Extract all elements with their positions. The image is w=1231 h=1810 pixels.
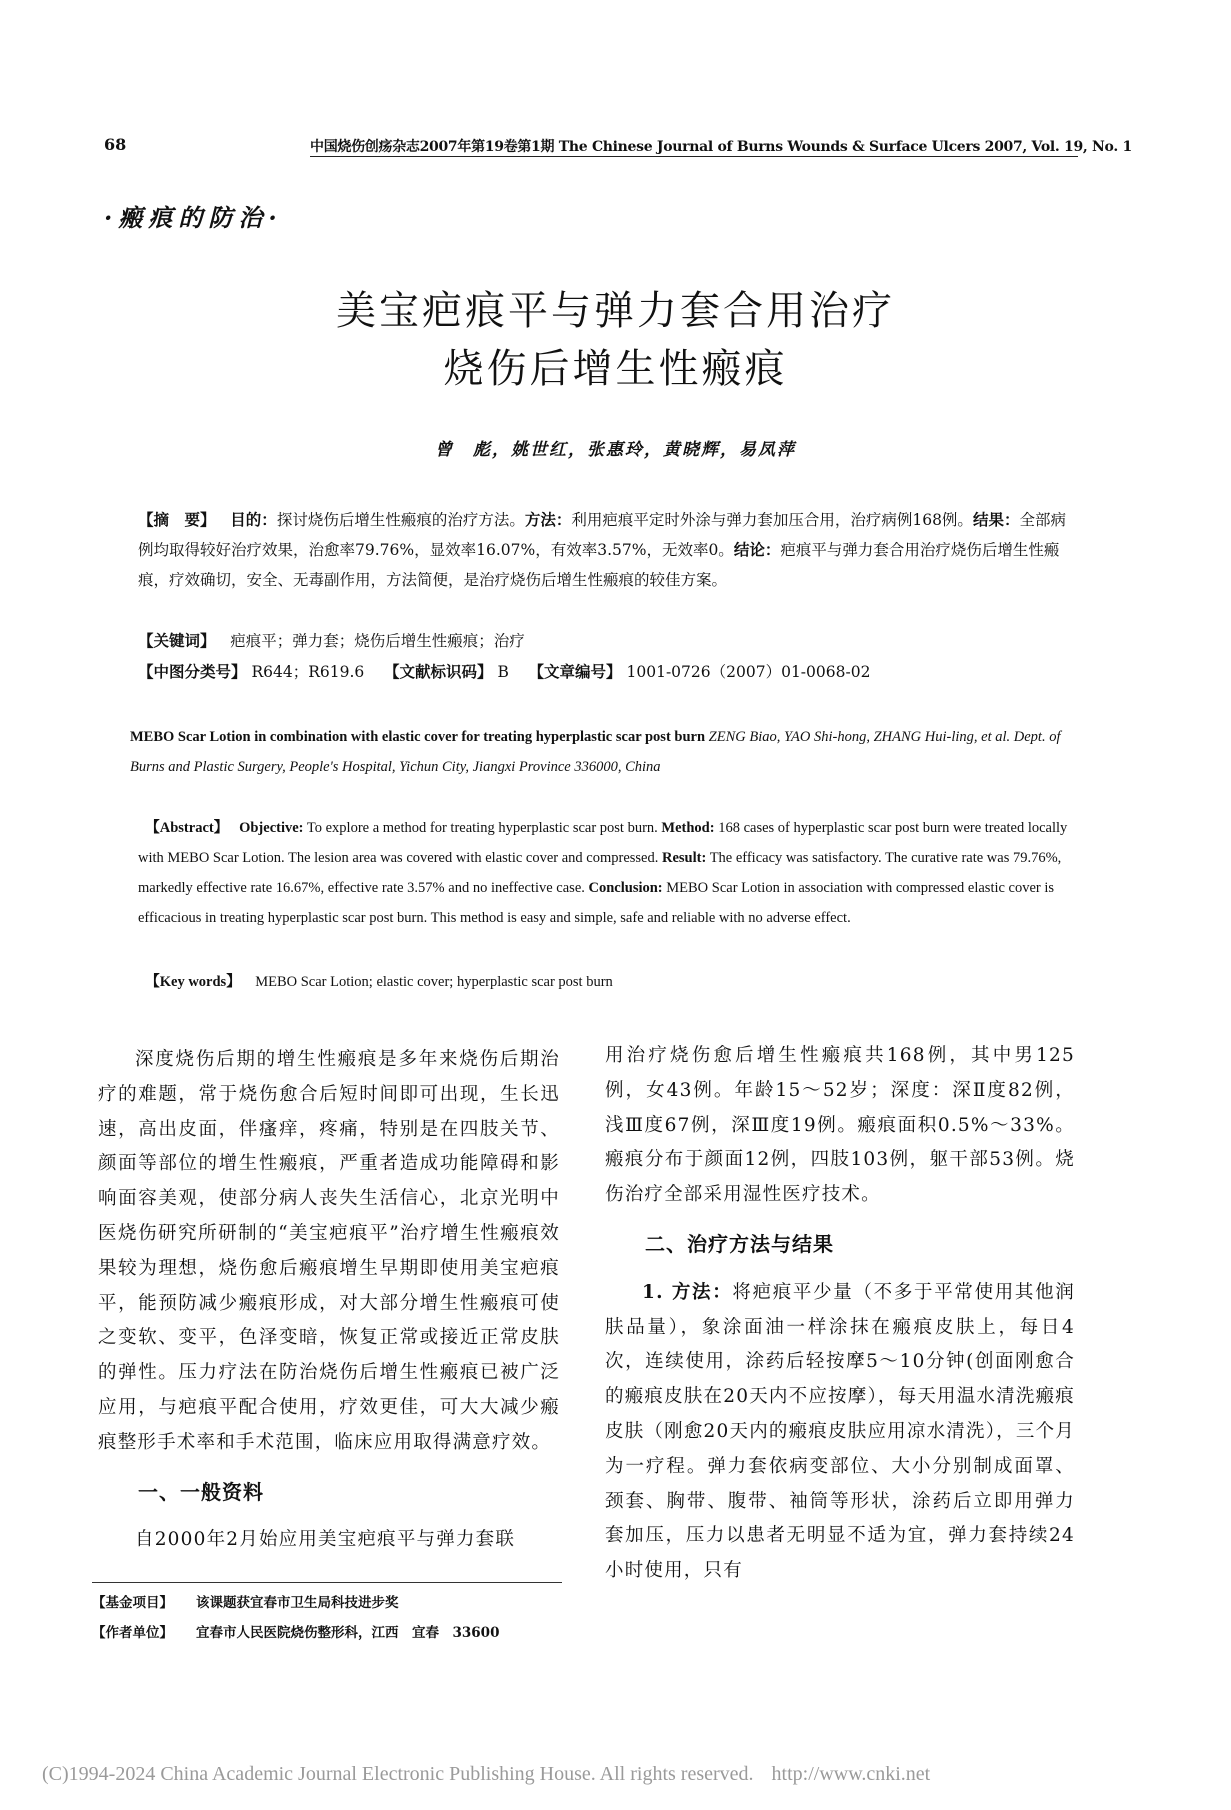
page-number: 68 <box>104 135 127 154</box>
objective-text: 探讨烧伤后增生性瘢痕的治疗方法。 <box>276 511 525 529</box>
abstract-chinese <box>138 505 1070 595</box>
method-paragraph-text: 将疤痕平少量（不多于平常使用其他润肤品量），象涂面油一样涂抹在瘢痕皮肤上，每日4次，连续使用，涂药后轻按摩5～10分钟(创面刚愈合的瘢痕皮肤在20天内不应按摩），每天用温水清洗瘢痕皮肤（刚愈20天内的瘢痕皮肤应用凉水清洗），三个月为一疗程。弹力套依病变部位、大小分别制成面罩、颈套、胸带、腹带、袖筒等形状，涂药后立即用弹力套加压，压力以患者无明显不适为宜，弹力套持续24小时使用，只有 <box>605 1281 1075 1582</box>
conclusion-en-label: Conclusion: <box>588 880 663 896</box>
result-text: 全部病例均取得较好治疗效果，治愈率79.76%，显效率16.07%，有效率3.57%，无效率0。 <box>138 511 1066 559</box>
article-number-tag: 【文章编号】 <box>528 662 622 681</box>
affiliation-footnote <box>92 1621 499 1641</box>
clc-value: R644；R619.6 <box>251 663 365 681</box>
clc-tag: 【中图分类号】 <box>138 662 247 681</box>
keywords-en-text: MEBO Scar Lotion; elastic cover; hyperplastic scar post burn <box>255 974 613 990</box>
title-english: MEBO Scar Lotion in combination with elastic cover for treating hyperplastic scar post burn <box>130 729 706 745</box>
copyright-url[interactable]: http://www.cnki.net <box>771 1763 931 1785</box>
affiliation-text: 宜春市人民医院烧伤整形科，江西 宜春 33600 <box>196 1625 500 1641</box>
title-chinese-line-1: 美宝疤痕平与弹力套合用治疗 <box>336 288 895 334</box>
conclusion-text: 疤痕平与弹力套合用治疗烧伤后增生性瘢痕，疗效确切，安全、无毒副作用，方法简便，是治疗烧伤后增生性瘢痕的较佳方案。 <box>138 541 1060 589</box>
general-data-paragraph-cont: 用治疗烧伤愈后增生性瘢痕共168例，其中男125例，女43例。年龄15～52岁；深度：深Ⅱ度82例，浅Ⅲ度67例，深Ⅲ度19例。瘢痕面积0.5%～33%。瘢痕分布于颜面12例，四肢103例，躯干部53例。烧伤治疗全部采用湿性医疗技术。 <box>605 1045 1075 1206</box>
method-en-text: 168 cases of hyperplastic scar post burn were treated locally with MEBO Scar Lotion. The lesion area was covered with elastic cover and compressed. <box>138 820 1068 866</box>
heading-general-data: 一、一般资料 <box>138 1479 264 1504</box>
doc-code-value: B <box>497 663 509 681</box>
copyright-text: (C)1994-2024 China Academic Journal Electronic Publishing House. All rights reserved. <box>42 1763 754 1785</box>
keywords-tag: 【关键词】 <box>138 631 216 650</box>
abstract-en-tag: 【Abstract】 <box>145 820 229 836</box>
method-paragraph-label: 1. 方法： <box>642 1281 733 1303</box>
title-chinese <box>0 282 1231 398</box>
objective-label: 目的： <box>230 510 277 529</box>
fund-text: 该课题获宜春市卫生局科技进步奖 <box>196 1595 399 1611</box>
keywords-text: 疤痕平；弹力套；烧伤后增生性瘢痕；治疗 <box>230 632 525 650</box>
fund-footnote <box>92 1591 399 1611</box>
heading-treatment: 二、治疗方法与结果 <box>645 1231 834 1256</box>
body-right-column <box>605 1039 1075 1589</box>
section-label: ·瘢痕的防治· <box>104 203 283 232</box>
classification-line <box>138 657 1070 687</box>
footnote-rule <box>92 1582 562 1583</box>
method-paragraph <box>605 1276 1075 1589</box>
body-left-column <box>98 1043 560 1558</box>
objective-en-label: Objective: <box>239 820 304 836</box>
general-data-paragraph-start: 自2000年2月始应用美宝疤痕平与弹力套联 <box>135 1529 516 1551</box>
title-english-block <box>130 722 1074 782</box>
keywords-chinese <box>138 626 1070 656</box>
abstract-tag: 【摘 要】 <box>138 510 216 529</box>
keywords-english <box>138 967 1070 997</box>
header-rule <box>310 156 1078 157</box>
article-number-value: 1001-0726（2007）01-0068-02 <box>626 663 871 681</box>
copyright-notice <box>42 1763 930 1786</box>
method-en-label: Method: <box>661 820 715 836</box>
conclusion-en-text: MEBO Scar Lotion in association with compressed elastic cover is efficacious in treating hyperplastic scar post burn. This method is easy and simple, safe and reliable with no adverse effect. <box>138 880 1055 926</box>
title-chinese-line-2: 烧伤后增生性瘢痕 <box>443 346 788 392</box>
byline-english: ZENG Biao, YAO Shi-hong, ZHANG Hui-ling, et al. Dept. of Burns and Plastic Surgery, People's Hospital, Yichun City, Jiangxi Province 336000, China <box>130 729 1061 775</box>
affiliation-label: 【作者单位】 <box>92 1625 173 1641</box>
fund-label: 【基金项目】 <box>92 1595 173 1611</box>
result-en-text: The efficacy was satisfactory. The curative rate was 79.76%, markedly effective rate 16.67%, effective rate 3.57% and no ineffective case. <box>138 850 1062 896</box>
authors-chinese: 曾 彪，姚世红，张惠玲，黄晓辉，易凤萍 <box>435 440 796 460</box>
intro-paragraph: 深度烧伤后期的增生性瘢痕是多年来烧伤后期治疗的难题，常于烧伤愈合后短时间即可出现，生长迅速，高出皮面，伴瘙痒，疼痛，特别是在四肢关节、颜面等部位的增生性瘢痕，严重者造成功能障碍和影响面容美观，使部分病人丧失生活信心，北京光明中医烧伤研究所研制的“美宝疤痕平”治疗增生性瘢痕效果较为理想，烧伤愈后瘢痕增生早期即使用美宝疤痕平，能预防减少瘢痕形成，对大部分增生性瘢痕可使之变软、变平，色泽变暗，恢复正常或接近正常皮肤的弹性。压力疗法在防治烧伤后增生性瘢痕已被广泛应用，与疤痕平配合使用，疗效更佳，可大大减少瘢痕整形手术率和手术范围，临床应用取得满意疗效。 <box>98 1049 560 1453</box>
abstract-english <box>138 813 1070 933</box>
doc-code-tag: 【文献标识码】 <box>383 662 493 681</box>
method-text: 利用疤痕平定时外涂与弹力套加压合用，治疗病例168例。 <box>571 511 973 529</box>
method-label: 方法： <box>524 510 572 529</box>
conclusion-label: 结论： <box>733 540 781 559</box>
objective-en-text: To explore a method for treating hyperplastic scar post burn. <box>306 820 658 836</box>
result-en-label: Result: <box>662 850 707 866</box>
keywords-en-tag: 【Key words】 <box>145 974 241 990</box>
result-label: 结果： <box>972 510 1020 529</box>
running-header: 中国烧伤创疡杂志2007年第19卷第1期 The Chinese Journal of Burns Wounds & Surface Ulcers 2007, Vol. 19, No. 1 <box>310 139 1132 155</box>
